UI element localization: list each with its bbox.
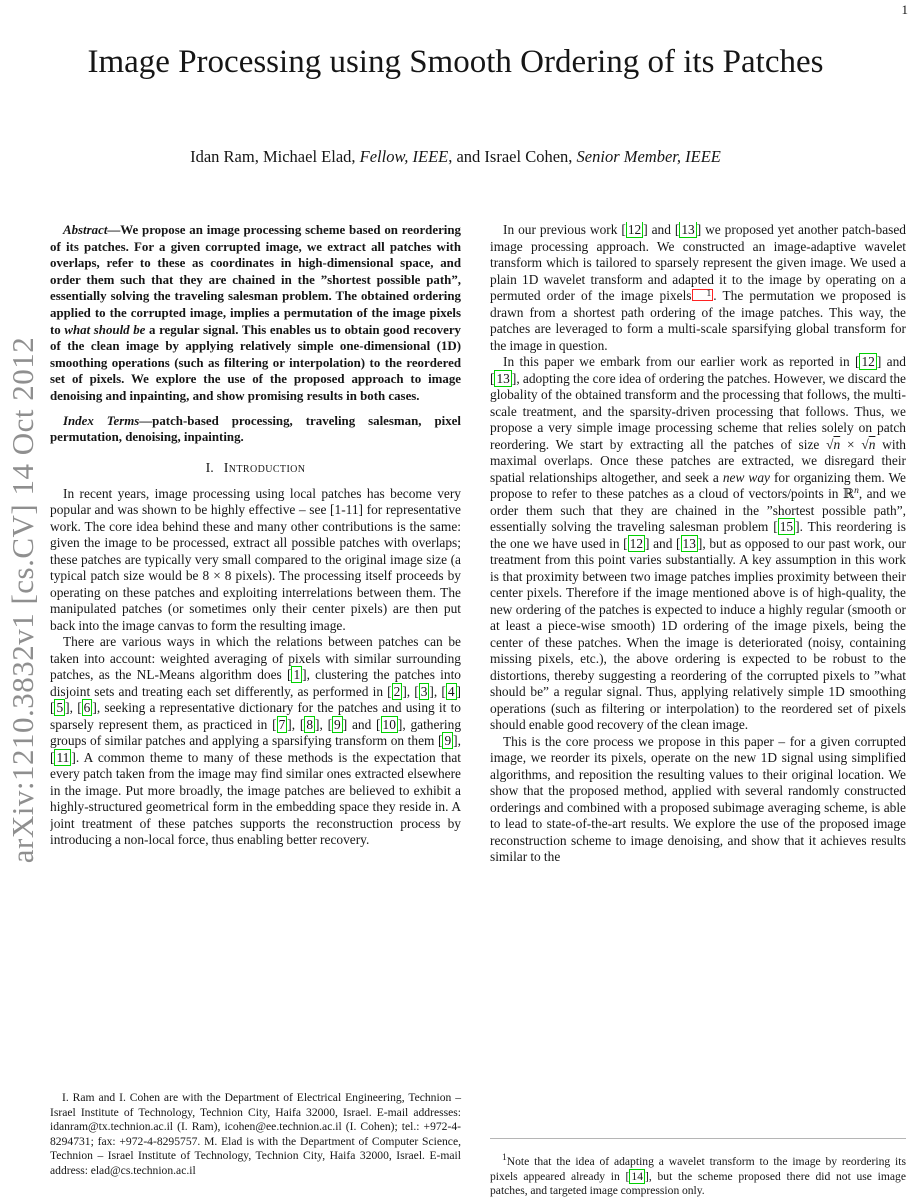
section-number: I. <box>205 460 214 476</box>
sqrt-expression: √n <box>826 436 841 452</box>
citation-link[interactable]: 10 <box>382 716 396 732</box>
superscript-text: 1 <box>502 1153 507 1163</box>
sqrt-argument: n <box>868 436 876 452</box>
sqrt-argument: n <box>833 436 841 452</box>
authors-line: Idan Ram, Michael Elad, Fellow, IEEE, and Israel Cohen, Senior Member, IEEE <box>190 147 721 166</box>
citation-link[interactable]: 11 <box>56 749 70 765</box>
citation-link[interactable]: 6 <box>83 700 91 716</box>
emphasis-text: Index Terms <box>63 413 140 428</box>
right-column <box>490 222 906 1135</box>
paper-title: Image Processing using Smooth Ordering of its Patches <box>87 44 824 80</box>
author-affiliation-footnote: I. Ram and I. Cohen are with the Department of Electrical Engineering, Technion – Israel Institute of Technology, Technion City, Haifa 32000, Israel. E-mail addresses: idanram@tx.technion.ac.il (I. Ram), icohen@ee.technion.ac.il (I. Cohen); tel.: +972-4-8294731; fax: +972-4-8295757. M. Elad is with the Department of Computer Science, Technion – Israel Institute of Technology, Technion City, Haifa 32000, Israel. E-mail address: elad@cs.technion.ac.il <box>50 1091 461 1177</box>
section-title: Introduction <box>223 460 306 476</box>
paragraph: There are various ways in which the relations between patches can be taken into account: weighted averaging of pixels with similar surrounding patches, as the NL-Means algorithm does [ 1 ], clustering the patches into disjoint sets and treating each set differently, as performed in [ 2 ], [ 3 ], [ 4 ] [ 5 ], [ 6 ], seeking a representative dictionary for the patches and using it to sparsely represent them, as practiced in [ 7 ], [ 8 ], [ 9 ] and [ 10 ], gathering groups of similar patches and applying a sparsifying transform on them [ 9 ], [ 11 ]. A common theme to many of these methods is the expectation that every patch taken from the image may find similar ones extracted elsewhere in the image. Put more broadly, the image patches are believed to exhibit a highly-structured geometrical form in the embedding space they reside in. A joint treatment of these patches supports the reconstruction process by introducing a non-local force, thus enabling better recovery. <box>50 634 461 848</box>
emphasis-text: Senior Member, IEEE <box>576 147 721 166</box>
citation-link[interactable]: 12 <box>861 354 875 369</box>
citation-link[interactable]: 3 <box>420 683 428 699</box>
emphasis-text: what should be <box>64 322 146 337</box>
citation-link[interactable]: 12 <box>629 535 644 551</box>
citation-link[interactable]: 12 <box>627 222 642 237</box>
citation-link[interactable]: 1 <box>293 667 301 683</box>
paragraph: This is the core process we propose in this paper – for a given corrupted image, we reorder its pixels, operate on the new 1D signal using simplified algorithms, and reposition the resulting values to their original location. We show that the proposed method, applied with several randomly constructed orderings and combined with a proposed subimage averaging scheme, is able to lead to state-of-the-art results. We explore the use of the proposed image reconstruction scheme to image denoising, and show that it achieves results similar to the <box>490 733 906 864</box>
paragraph: In this paper we embark from our earlier work as reported in [ 12 ] and [ 13 ], adopting the core idea of ordering the patches. However, we discard the globality of the obtained transform and the processing that follows, the multi-scale treatment, and the sparsity-driven processing that follows. Thus, we propose a very simple image processing scheme that relies solely on patch reordering. We start by extracting all the patches of size √n × √n with maximal overlaps. Once these patches are extracted, we disregard their spatial relationships altogether, and seek a new way for organizing them. We propose to refer to these patches as a cloud of vectors/points in ℝ$^n$, and we order them such that they are chained in the ”shortest possible path”, essentially solving the traveling salesman problem [ 15 ]. This reordering is the one we have used in [ 12 ] and [ 13 ], but as opposed to our past work, our treatment from this point varies substantially. A key assumption in this work is that proximity between two image patches implies proximity between their center pixels. Therefore if the image mentioned above is of high-quality, the new ordering of the patches is expected to induce a highly regular (smooth or at least a piece-wise smooth) 1D ordering of the image pixels, being the center of these patches. When the image is deteriorated (noisy, containing missing pixels, etc.), the above ordering is expected to be robust to the distortions, thereby suggesting a reordering of the corrupted pixels to ”what should be” a regular signal. Thus, applying relatively simple 1D smoothing operations (such as filtering or interpolation) to the reordered set of pixels should enable good recovery of the clean image. <box>490 354 906 732</box>
citation-link[interactable]: 15 <box>779 519 794 534</box>
arxiv-watermark: arXiv:1210.3832v1 [cs.CV] 14 Oct 2012 <box>5 336 40 864</box>
index-terms-paragraph: Index Terms—patch-based processing, traveling salesman, pixel permutation, denoising, inpainting. <box>50 413 461 445</box>
page-number: 1 <box>901 2 908 17</box>
superscript-text: n <box>854 486 859 496</box>
citation-link[interactable]: 4 <box>447 683 455 699</box>
emphasis-text: Fellow, IEEE <box>359 147 449 166</box>
section-heading-introduction <box>50 461 461 477</box>
citation-link[interactable]: 13 <box>496 370 510 386</box>
abstract-paragraph: Abstract—We propose an image processing scheme based on reordering of its patches. For a given corrupted image, we extract all patches with overlaps, refer to these as coordinates in high-dimensional space, and order them such that they are chained in the ”shortest possible path”, essentially solving the traveling salesman problem. The obtained ordering applied to the corrupted image, implies a permutation of the image pixels to what should be a regular signal. This enables us to obtain good recovery of the clean image by applying relatively simple one-dimensional (1D) smoothing operations (such as filtering or interpolation) to the reordered set of pixels. We explore the use of the proposed approach to image denoising and inpainting, and show promising results in both cases. <box>50 223 461 403</box>
citation-link[interactable]: 13 <box>681 222 695 237</box>
citation-link[interactable]: 8 <box>306 716 314 732</box>
footnote-marker-link[interactable]: 1 <box>692 289 714 301</box>
emphasis-text: new way <box>722 469 770 485</box>
citation-link[interactable]: 2 <box>393 683 401 699</box>
citation-link[interactable]: 14 <box>631 1169 643 1183</box>
emphasis-text: Abstract <box>63 223 108 237</box>
left-column <box>50 222 461 1088</box>
citation-link[interactable]: 5 <box>56 700 64 716</box>
paragraph: In recent years, image processing using local patches has become very popular and was shown to be highly effective – see [1-11] for representative work. The core idea behind these and many other contributions is the same: given the image to be processed, extract all possible patches with overlaps; these patches are typically very small compared to the original image size (a typical patch size would be 8 × 8 pixels). The processing itself proceeds by operating on these patches and exploiting interrelations between them. The manipulated patches (or sometimes only their center pixels) are then put back into the image canvas to form the resulting image. <box>50 485 461 633</box>
paragraph: In our previous work [ 12 ] and [ 13 ] we proposed yet another patch-based image processing approach. We constructed an image-adaptive wavelet transform which is tailored to sparsely represent the given image. We used a plain 1D wavelet transform and adapted it to the image by operating on a permuted order of the image pixels 1 . The permutation we proposed is drawn from a shortest path ordering of the image patches. This way, the patches are leveraged to form a multi-scale sparsifying global transform for the image in question. <box>490 222 906 353</box>
citation-link[interactable]: 7 <box>278 716 286 732</box>
citation-link[interactable]: 13 <box>682 535 696 551</box>
sqrt-expression: √n <box>861 436 876 452</box>
citation-link[interactable]: 9 <box>444 733 452 749</box>
citation-link[interactable]: 9 <box>334 716 341 732</box>
footnote-1: $^1$Note that the idea of adapting a wavelet transform to the image by reordering its pixels appeared already in [ 14 ], but the scheme proposed there did not use image patches, and targeted image compression only. <box>490 1138 906 1199</box>
